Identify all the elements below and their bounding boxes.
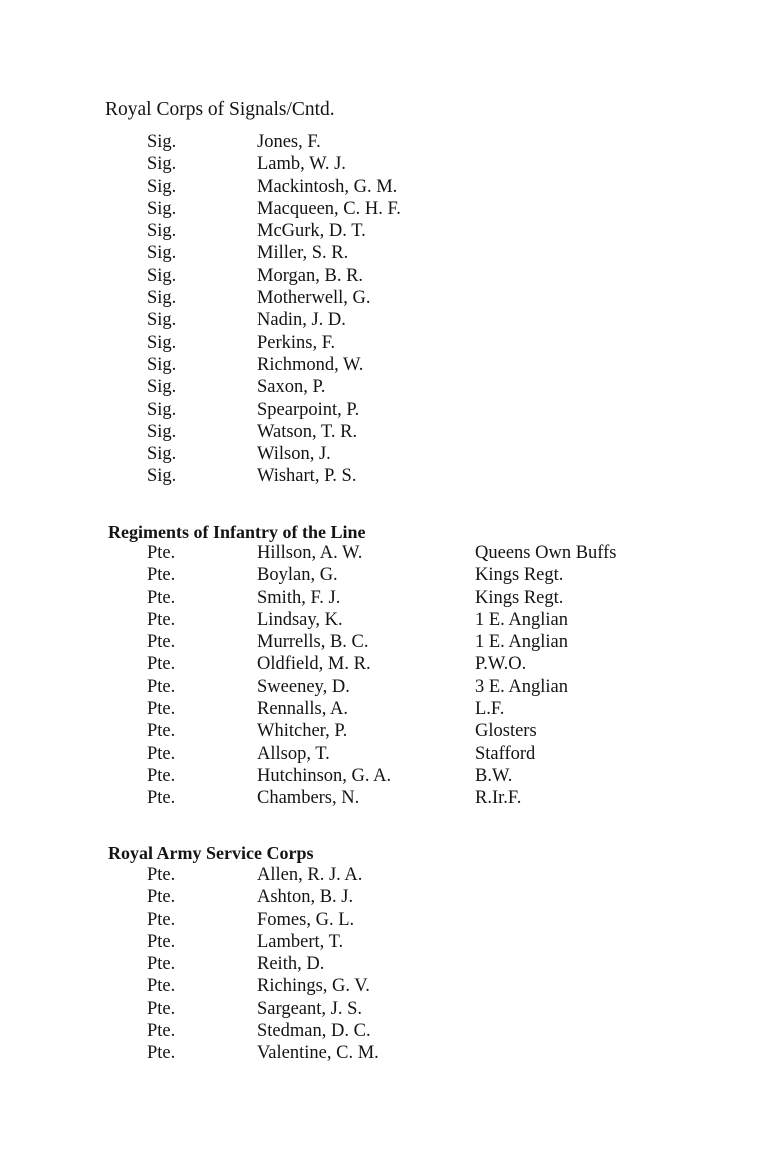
name: Lindsay, K. xyxy=(257,609,343,630)
name: Fomes, G. L. xyxy=(257,909,355,930)
rank: Sig. xyxy=(147,421,177,442)
name: Oldfield, M. R. xyxy=(257,654,371,675)
rank: Sig. xyxy=(147,154,177,175)
roll-entry xyxy=(0,265,780,287)
roll-entry xyxy=(0,743,780,765)
name: Sweeney, D. xyxy=(257,676,350,697)
name: Stedman, D. C. xyxy=(257,1021,371,1042)
name: Saxon, P. xyxy=(257,377,326,398)
roll-entry xyxy=(0,242,780,264)
name: Whitcher, P. xyxy=(257,721,348,742)
rank: Sig. xyxy=(147,176,177,197)
roll-entry xyxy=(0,376,780,398)
name: Hutchinson, G. A. xyxy=(257,765,392,786)
roll-entry xyxy=(0,421,780,443)
name: Wilson, J. xyxy=(257,444,331,465)
unit: 3 E. Anglian xyxy=(475,676,569,697)
rank: Sig. xyxy=(147,132,177,152)
rank: Pte. xyxy=(147,743,176,764)
name: Spearpoint, P. xyxy=(257,399,360,420)
unit: 1 E. Anglian xyxy=(475,632,569,653)
name: McGurk, D. T. xyxy=(257,221,366,242)
roll-entry xyxy=(0,698,780,720)
name: Macqueen, C. H. F. xyxy=(257,198,401,219)
roll-entry xyxy=(0,309,780,331)
rank: Sig. xyxy=(147,265,177,286)
roll-entry xyxy=(0,864,780,886)
name: Smith, F. J. xyxy=(257,587,341,608)
roll-entry xyxy=(0,998,780,1020)
name: Reith, D. xyxy=(257,954,325,975)
unit: Queens Own Buffs xyxy=(475,543,617,563)
unit: Kings Regt. xyxy=(475,587,564,608)
unit: Stafford xyxy=(475,743,536,764)
roll-entry xyxy=(0,631,780,653)
rank: Pte. xyxy=(147,931,176,952)
roll-entry xyxy=(0,931,780,953)
rank: Pte. xyxy=(147,909,176,930)
name: Hillson, A. W. xyxy=(257,543,363,563)
name: Morgan, B. R. xyxy=(257,265,364,286)
roll-entry xyxy=(0,587,780,609)
name: Jones, F. xyxy=(257,132,321,152)
roll-list xyxy=(0,542,780,810)
roll-entry xyxy=(0,287,780,309)
name: Richings, G. V. xyxy=(257,976,370,997)
unit: 1 E. Anglian xyxy=(475,609,569,630)
roll-entry xyxy=(0,720,780,742)
section-heading: Royal Army Service Corps xyxy=(108,843,314,863)
roll-entry xyxy=(0,465,780,487)
name: Richmond, W. xyxy=(257,354,364,375)
rank: Pte. xyxy=(147,699,176,720)
rank: Sig. xyxy=(147,444,177,465)
rank: Pte. xyxy=(147,788,176,809)
name: Murrells, B. C. xyxy=(257,632,369,653)
rank: Pte. xyxy=(147,654,176,675)
rank: Sig. xyxy=(147,332,177,353)
roll-entry xyxy=(0,787,780,809)
name: Nadin, J. D. xyxy=(257,310,346,331)
rank: Pte. xyxy=(147,887,176,908)
roll-entry xyxy=(0,886,780,908)
roll-entry xyxy=(0,1020,780,1042)
roll-entry xyxy=(0,176,780,198)
roll-entry xyxy=(0,676,780,698)
rank: Pte. xyxy=(147,609,176,630)
rank: Pte. xyxy=(147,998,176,1019)
roll-entry xyxy=(0,542,780,564)
rank: Sig. xyxy=(147,354,177,375)
name: Allsop, T. xyxy=(257,743,330,764)
roll-entry xyxy=(0,131,780,153)
rank: Pte. xyxy=(147,1021,176,1042)
roll-entry xyxy=(0,909,780,931)
roll-entry xyxy=(0,765,780,787)
roll-entry xyxy=(0,953,780,975)
name: Watson, T. R. xyxy=(257,421,358,442)
rank: Sig. xyxy=(147,466,177,487)
unit: B.W. xyxy=(475,765,513,786)
unit: P.W.O. xyxy=(475,654,527,675)
name: Rennalls, A. xyxy=(257,699,348,720)
roll-list xyxy=(0,131,780,488)
roll-entry xyxy=(0,975,780,997)
rank: Pte. xyxy=(147,565,176,586)
name: Miller, S. R. xyxy=(257,243,349,264)
name: Lamb, W. J. xyxy=(257,154,346,175)
roll-entry xyxy=(0,220,780,242)
name: Motherwell, G. xyxy=(257,288,371,309)
rank: Sig. xyxy=(147,310,177,331)
rank: Sig. xyxy=(147,377,177,398)
rank: Sig. xyxy=(147,243,177,264)
rank: Pte. xyxy=(147,721,176,742)
rank: Pte. xyxy=(147,865,176,885)
unit: Kings Regt. xyxy=(475,565,564,586)
name: Mackintosh, G. M. xyxy=(257,176,398,197)
rank: Pte. xyxy=(147,765,176,786)
rank: Pte. xyxy=(147,587,176,608)
rank: Pte. xyxy=(147,632,176,653)
section-heading: Regiments of Infantry of the Line xyxy=(108,522,366,542)
roll-list xyxy=(0,864,780,1065)
unit: Glosters xyxy=(475,721,537,742)
roll-entry xyxy=(0,198,780,220)
rank: Sig. xyxy=(147,288,177,309)
roll-entry xyxy=(0,564,780,586)
roll-entry xyxy=(0,332,780,354)
roll-entry xyxy=(0,1042,780,1064)
roll-entry xyxy=(0,153,780,175)
roll-entry xyxy=(0,609,780,631)
unit: R.Ir.F. xyxy=(475,788,522,809)
name: Wishart, P. S. xyxy=(257,466,357,487)
rank: Pte. xyxy=(147,676,176,697)
roll-entry xyxy=(0,354,780,376)
name: Ashton, B. J. xyxy=(257,887,354,908)
name: Perkins, F. xyxy=(257,332,336,353)
name: Allen, R. J. A. xyxy=(257,865,363,885)
name: Lambert, T. xyxy=(257,931,344,952)
roll-entry xyxy=(0,653,780,675)
rank: Pte. xyxy=(147,543,176,563)
name: Chambers, N. xyxy=(257,788,360,809)
name: Sargeant, J. S. xyxy=(257,998,363,1019)
roll-entry xyxy=(0,399,780,421)
rank: Sig. xyxy=(147,198,177,219)
name: Valentine, C. M. xyxy=(257,1043,379,1064)
rank: Sig. xyxy=(147,221,177,242)
section-heading: Royal Corps of Signals/Cntd. xyxy=(105,99,335,120)
rank: Pte. xyxy=(147,1043,176,1064)
rank: Sig. xyxy=(147,399,177,420)
rank: Pte. xyxy=(147,976,176,997)
unit: L.F. xyxy=(475,699,505,720)
roll-entry xyxy=(0,443,780,465)
rank: Pte. xyxy=(147,954,176,975)
name: Boylan, G. xyxy=(257,565,338,586)
